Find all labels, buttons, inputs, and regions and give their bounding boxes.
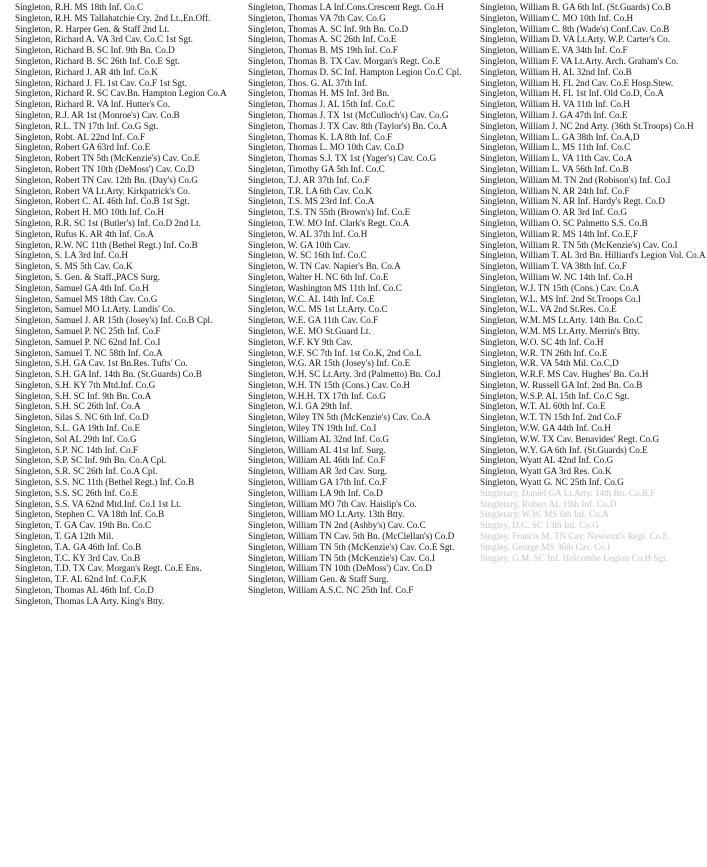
- index-entry: Singleton, W.C. MS 1st Lt.Arty. Co.C: [248, 304, 388, 315]
- faded-index-entry: Singletary, W.W. MS 6th Inf. Co.A: [480, 509, 609, 520]
- index-entry: Singleton, T.D. TX Cav. Morgan's Regt. Co.E Ens.: [15, 563, 202, 574]
- faded-index-entry: Singley, Francis M. TN Cav. Newsom's Regt. Co.E: [480, 531, 669, 542]
- index-entry: Singleton, William J. NC 2nd Arty. (36th St.Troops) Co.H: [480, 120, 694, 131]
- index-entry: Singleton, William AR 3rd Cav. Surg.: [248, 466, 388, 477]
- index-entry: Singleton, S.P. SC Inf. 9th Bn. Co.A Cpl.: [15, 455, 167, 466]
- index-entry: Singleton, Richard J. FL 1st Cav. Co.F 1st Sgt.: [15, 77, 187, 88]
- index-entry: Singleton, S.S. SC 26th Inf. Co.E: [15, 487, 139, 498]
- index-entry: Singleton, William W. NC 14th Inf. Co.H: [480, 271, 633, 282]
- index-entry: Singleton, Washington MS 11th Inf. Co.C: [248, 282, 402, 293]
- index-entry: Singleton, T.F. AL 62nd Inf. Co.F,K: [15, 574, 147, 585]
- index-entry: Singleton, W.S.P. AL 15th Inf. Co.C Sgt.: [480, 390, 630, 401]
- index-entry: Singleton, S.H. GA Inf. 14th Bn. (St.Guards) Co.B: [15, 369, 202, 380]
- index-entry: Singleton, William T. VA 38th Inf. Co.F: [480, 261, 627, 272]
- index-entry: Singleton, W.I. GA 29th Inf.: [248, 401, 353, 412]
- index-entry: Singleton, W.J. TN 15th (Cons.) Cav. Co.A: [480, 282, 640, 293]
- faded-index-entry: Singletary, Robert AL 19th Inf. Co.D: [480, 498, 617, 509]
- index-entry: Singleton, T.A. GA 46th Inf. Co.B: [15, 541, 142, 552]
- index-entry: Singleton, Robert TN 5th (McKenzie's) Cav. Co.E: [15, 153, 200, 164]
- index-entry: Singleton, W.M. MS Lt.Arty. Merrin's Btty.: [480, 325, 640, 336]
- index-entry: Singleton, S. MS 5th Cav. Co.K: [15, 261, 133, 272]
- index-entry: Singleton, William LA 9th Inf. Co.D: [248, 487, 383, 498]
- index-entry: Singleton, S.H. SC Inf. 9th Bn. Co.A: [15, 390, 152, 401]
- index-entry: Singleton, William H. AL 32nd Inf. Co.B: [480, 66, 632, 77]
- index-entry: Singleton, Wyatt GA 3rd Res. Co.K: [480, 466, 612, 477]
- index-entry: Singleton, T.S. MS 23rd Inf. Co.A: [248, 196, 375, 207]
- index-entry: Singleton, Robert H. MO 10th Inf. Co.H: [15, 207, 165, 218]
- index-entry: Singleton, Thos. G. AL 37th Inf.: [248, 77, 368, 88]
- index-entry: Singleton, Samuel T. NC 58th Inf. Co.A: [15, 347, 163, 358]
- faded-index-entry: Singley, D.C. SC 13th Inf. Co.G: [480, 520, 599, 531]
- index-entry: Singleton, Thomas K. LA 8th Inf. Co.F: [248, 131, 393, 142]
- index-entry: Singleton, Wiley TN 5th (McKenzie's) Cav. Co.A: [248, 412, 431, 423]
- index-entry: Singleton, Richard A. VA 3rd Cav. Co.C 1st Sgt.: [15, 34, 193, 45]
- index-entry: Singleton, William L. VA 56th Inf. Co.B: [480, 163, 629, 174]
- index-entry: Singleton, T. GA 12th Mil.: [15, 531, 114, 542]
- index-entry: Singleton, W.M. MS Lt.Arty. 14th Bn. Co.C: [480, 315, 643, 326]
- column-1: [15, 2, 243, 607]
- index-entry: Singleton, W.W. GA 44th Inf. Co.H: [480, 423, 611, 434]
- index-entry: Singleton, William TN Cav. 5th Bn. (McClellan's) Co.D: [248, 531, 455, 542]
- index-entry: Singleton, S.P. NC 14th Inf. Co.F: [15, 444, 139, 455]
- index-entry: Singleton, S.H. SC 26th Inf. Co.A: [15, 401, 141, 412]
- index-entry: Singleton, William O. SC Palmetto S.S. Co.B: [480, 217, 648, 228]
- index-entry: Singleton, T.W. MO Inf. Clark's Regt. Co.A: [248, 217, 410, 228]
- index-entry: Singleton, Sol AL 29th Inf. Co.G: [15, 433, 137, 444]
- index-entry: Singleton, William J. GA 47th Inf. Co.E: [480, 109, 628, 120]
- index-entry: Singleton, W.R. VA 54th Mil. Co.C,D: [480, 358, 619, 369]
- index-entry: Singleton, W. GA 10th Cav.: [248, 239, 351, 250]
- index-entry: Singleton, S.R. SC 26th Inf. Co.A Cpl.: [15, 466, 158, 477]
- index-entry: Singleton, Rufus K. AR 4th Inf. Co.A: [15, 228, 154, 239]
- index-entry: Singleton, S.H. GA Cav. 1st Bn.Res. Tufts' Co.: [15, 358, 188, 369]
- index-entry: Singleton, William C. 8th (Wade's) Conf.Cav. Co.B: [480, 23, 670, 34]
- index-entry: Singleton, Robert TN 10th (DeMoss') Cav. Co.D: [15, 163, 195, 174]
- index-entry: Singleton, W. Russell GA Inf. 2nd Bn. Co.B: [480, 379, 643, 390]
- index-entry: Singleton, Samuel P. NC 25th Inf. Co.F: [15, 325, 161, 336]
- index-entry: Singleton, S. Gen. & Staff.,PACS Surg.: [15, 271, 161, 282]
- index-entry: Singleton, Thomas J. AL 15th Inf. Co.C: [248, 99, 395, 110]
- index-entry: Singleton, Richard B. SC Inf. 9th Bn. Co.D: [15, 45, 175, 56]
- index-entry: Singleton, R.W. NC 11th (Bethel Regt.) Inf. Co.B: [15, 239, 198, 250]
- index-entry: Singleton, William F. VA Lt.Arty. Arch. Graham's Co.: [480, 55, 679, 66]
- index-entry: Singleton, William MO Lt.Arty. 13th Btty.: [248, 509, 405, 520]
- index-entry: Singleton, Thomas A. SC Inf. 9th Bn. Co.D: [248, 23, 409, 34]
- index-entry: Singleton, Walter H. NC 6th Inf. Co.E: [248, 271, 389, 282]
- index-entry: Singleton, Silas S. NC 6th Inf. Co.D: [15, 412, 149, 423]
- index-entry: Singleton, S.S. VA 62nd Mtd.Inf. Co.I 1st Lt.: [15, 498, 182, 509]
- index-entry: Singleton, W.H. SC Lt.Arty. 3rd (Palmetto) Bn. Co.I: [248, 369, 441, 380]
- index-entry: Singleton, William L. MS 11th Inf. Co.C: [480, 142, 631, 153]
- index-entry: Singleton, Robt. AL 22nd Inf. Co.F: [15, 131, 146, 142]
- index-entry: Singleton, Thomas B. TX Cav. Morgan's Regt. Co.E: [248, 55, 441, 66]
- index-entry: Singleton, W.W. TX Cav. Benavides' Regt. Co.G: [480, 433, 660, 444]
- index-entry: Singleton, William N. AR 24th Inf. Co.F: [480, 185, 630, 196]
- index-entry: Singleton, Thomas J. TX 1st (McCulloch's) Cav. Co.G: [248, 109, 449, 120]
- index-entry: Singleton, William H. FL 1st Inf. Old Co.D, Co.A: [480, 88, 664, 99]
- index-entry: Singleton, Thomas S.J. TX 1st (Yager's) Cav. Co.G: [248, 153, 437, 164]
- index-entry: Singleton, T. GA Cav. 19th Bn. Co.C: [15, 520, 152, 531]
- index-entry: Singleton, Richard J. AR 4th Inf. Co.K: [15, 66, 158, 77]
- index-entry: Singleton, R.J. AR 1st (Monroe's) Cav. Co.B: [15, 109, 180, 120]
- index-entry: Singleton, T.R. LA 6th Cav. Co.K: [248, 185, 373, 196]
- index-entry: Singleton, W.Y. GA 6th Inf. (St.Guards) Co.E: [480, 444, 648, 455]
- index-entry: Singleton, Thomas A. SC 26th Inf. Co.E: [248, 34, 397, 45]
- index-entry: Singleton, Richard R. VA Inf. Hutter's Co.: [15, 99, 170, 110]
- index-entry: Singleton, William MO 7th Cav. Haislip's Co.: [248, 498, 417, 509]
- index-entry: Singleton, William TN 5th (McKenzie's) Cav. Co.E Sgt.: [248, 541, 455, 552]
- index-entry: Singleton, William C. MO 10th Inf. Co.H: [480, 12, 634, 23]
- index-entry: Singleton, W.L. VA 2nd St.Res. Co.E: [480, 304, 617, 315]
- index-entry: Singleton, Thomas LA Arty. King's Btty.: [15, 595, 165, 606]
- index-entry: Singleton, W.R.F. MS Cav. Hughes' Bn. Co.H: [480, 369, 649, 380]
- index-entry: Singleton, William B. GA 6th Inf. (St.Guards) Co.B: [480, 2, 671, 12]
- index-entry: Singleton, William L. GA 38th Inf. Co.A,D: [480, 131, 640, 142]
- index-entry: Singleton, S.H. KY 7th Mtd.Inf. Co.G: [15, 379, 156, 390]
- index-entry: Singleton, Thomas LA Inf.Cons.Crescent Regt. Co.H: [248, 2, 444, 12]
- index-entry: Singleton, Wyatt G. NC 25th Inf. Co.G: [480, 477, 624, 488]
- index-entry: Singleton, William GA 17th Inf. Co.F: [248, 477, 387, 488]
- index-entry: Singleton, William O. AR 3rd Inf. Co.G: [480, 207, 627, 218]
- index-entry: Singleton, W.O. SC 4th Inf. Co.H: [480, 336, 604, 347]
- index-entry: Singleton, W.F. KY 9th Cav.: [248, 336, 353, 347]
- index-entry: Singleton, W.H. TN 15th (Cons.) Cav. Co.H: [248, 379, 411, 390]
- index-entry: Singleton, R.R. SC 1st (Butler's) Inf. Co.D 2nd Lt.: [15, 217, 201, 228]
- index-entry: Singleton, Richard B. SC 26th Inf. Co.E Sgt.: [15, 55, 180, 66]
- index-entry: Singleton, R.H. MS Tallahatchie Cty. 2nd Lt.,En.Off.: [15, 12, 211, 23]
- index-entry: Singleton, Thomas J. TX Cav. 8th (Taylor's) Bn. Co.A: [248, 120, 448, 131]
- index-entry: Singleton, Thomas AL 46th Inf. Co.D: [15, 585, 154, 596]
- index-entry: Singleton, T.S. TN 55th (Brown's) Inf. Co.E: [248, 207, 411, 218]
- index-entry: Singleton, W.L. MS Inf. 2nd St.Troops Co.I: [480, 293, 641, 304]
- index-entry: Singleton, Robert GA 63rd Inf. Co.E: [15, 142, 151, 153]
- index-entry: Singleton, Robert C. AL 46th Inf. Co.B 1st Sgt.: [15, 196, 190, 207]
- index-entry: Singleton, W. TN Cav. Napier's Bn. Co.A: [248, 261, 401, 272]
- index-entry: Singleton, Timothy GA 5th Inf. Co.C: [248, 163, 385, 174]
- index-entry: Singleton, T.J. AR 37th Inf. Co.F: [248, 174, 370, 185]
- index-entry: Singleton, Samuel MS 18th Cav. Co.G: [15, 293, 158, 304]
- index-entry: Singleton, W.R. TN 26th Inf. Co.E: [480, 347, 608, 358]
- index-entry: Singleton, Thomas L. MO 10th Cav. Co.D: [248, 142, 404, 153]
- index-entry: Singleton, S. LA 3rd Inf. Co.H: [15, 250, 129, 261]
- index-entry: Singleton, William A.S.C. NC 25th Inf. Co.F: [248, 585, 414, 596]
- index-entry: Singleton, W.F. SC 7th Inf. 1st Co.K, 2nd Co.L: [248, 347, 422, 358]
- index-entry: Singleton, Richard R. SC Cav.Bn. Hampton Legion Co.A: [15, 88, 227, 99]
- index-entry: Singleton, W.E. MO St.Guard Lt.: [248, 325, 371, 336]
- index-entry: Singleton, W. AL 37th Inf. Co.H: [248, 228, 368, 239]
- index-entry: Singleton, W.G. AR 15th (Josey's) Inf. Co.E: [248, 358, 411, 369]
- index-entry: Singleton, William TN 2nd (Ashby's) Cav. Co.C: [248, 520, 426, 531]
- index-entry: Singleton, W.T. TN 15th Inf. 2nd Co.F: [480, 412, 622, 423]
- index-entry: Singleton, William H. FL 2nd Cav. Co.E Hosp.Stew.: [480, 77, 674, 88]
- index-entry: Singleton, William L. VA 11th Cav. Co.A: [480, 153, 633, 164]
- index-entry: Singleton, W. SC 16th Inf. Co.C: [248, 250, 367, 261]
- index-entry: Singleton, William AL 46th Inf. Co.F: [248, 455, 386, 466]
- index-entry: Singleton, W.E. GA 11th Cav. Co.F: [248, 315, 379, 326]
- index-entry: Singleton, Thomas B. MS 19th Inf. Co.F: [248, 45, 398, 56]
- index-entry: Singleton, Samuel J. AR 15th (Josey's) Inf. Co.B Cpl.: [15, 315, 213, 326]
- index-entry: Singleton, William R. MS 14th Inf. Co.E,F: [480, 228, 638, 239]
- index-entry: Singleton, T.C. KY 3rd Cav. Co.B: [15, 552, 141, 563]
- index-entry: Singleton, William AL 41st Inf. Surg.: [248, 444, 386, 455]
- index-entry: Singleton, William D. VA Lt.Arty. W.P. Carter's Co.: [480, 34, 671, 45]
- index-entry: Singleton, William AL 32nd Inf. Co.G: [248, 433, 390, 444]
- index-entry: Singleton, William TN 5th (McKenzie's) Cav. Co.I: [248, 552, 435, 563]
- index-entry: Singleton, William E. VA 34th Inf. Co.F: [480, 45, 628, 56]
- index-entry: Singleton, W.T. AL 60th Inf. Co.E: [480, 401, 606, 412]
- faded-index-entry: Singley, George MS 36th Cav. Co.I: [480, 541, 611, 552]
- index-entry: Singleton, Wiley TN 19th Inf. Co.I: [248, 423, 377, 434]
- index-entry: Singleton, R.H. MS 18th Inf. Co.C: [15, 2, 144, 12]
- index-entry: Singleton, William Gen. & Staff Surg.: [248, 574, 389, 585]
- index-entry: Singleton, R. Harper Gen. & Staff 2nd Lt.: [15, 23, 170, 34]
- index-entry: Singleton, Samuel P. NC 62nd Inf. Co.I: [15, 336, 161, 347]
- index-entry: Singleton, S.S. NC 11th (Bethel Regt.) Inf. Co.B: [15, 477, 195, 488]
- index-entry: Singleton, Samuel MO Lt.Arty. Landis' Co.: [15, 304, 176, 315]
- index-entry: Singleton, William M. TN 2nd (Robison's) Inf. Co.I: [480, 174, 671, 185]
- index-entry: Singleton, R.L. TN 17th Inf. Co.G Sgt.: [15, 120, 159, 131]
- index-entry: Singleton, W.C. AL 14th Inf. Co.E: [248, 293, 375, 304]
- index-entry: Singleton, William R. TN 5th (McKenzie's) Cav. Co.I: [480, 239, 678, 250]
- index-entry: Singleton, William T. AL 3rd Bn. Hilliard's Legion Vol. Co.A: [480, 250, 706, 261]
- index-entry: Singleton, Samuel GA 4th Inf. Co.H: [15, 282, 149, 293]
- index-entry: Singleton, Robert TN Cav. 12th Bn. (Day's) Co.G: [15, 174, 198, 185]
- faded-index-entry: Singley, G.M. SC Inf. Holcombe Legion Co.H Sgt.: [480, 552, 668, 563]
- index-entry: Singleton, Thomas VA 7th Cav. Co.G: [248, 12, 386, 23]
- index-entry: Singleton, Stephen C. VA 18th Inf. Co.B: [15, 509, 165, 520]
- index-entry: Singleton, W.H.H. TX 17th Inf. Co.G: [248, 390, 386, 401]
- column-2: [248, 2, 476, 596]
- index-entry: Singleton, Wyatt AL 42nd Inf. Co.G: [480, 455, 614, 466]
- index-entry: Singleton, William H. VA 11th Inf. Co.H: [480, 99, 630, 110]
- index-entry: Singleton, William N. AR Inf. Hardy's Regt. Co.D: [480, 196, 665, 207]
- index-entry: Singleton, William TN 10th (DeMoss') Cav. Co.D: [248, 563, 432, 574]
- index-entry: Singleton, Thomas H. MS Inf. 3rd Bn.: [248, 88, 390, 99]
- column-3: [480, 2, 707, 563]
- index-entry: Singleton, S.L. GA 19th Inf. Co.E: [15, 423, 141, 434]
- faded-index-entry: Singletary, Daniel GA Lt.Arty. 14th Bn. Co.B,F: [480, 487, 656, 498]
- index-entry: Singleton, Thomas D. SC Inf. Hampton Legion Co.C Cpl.: [248, 66, 462, 77]
- index-entry: Singleton, Robert VA Lt.Arty. Kirkpatrick's Co.: [15, 185, 191, 196]
